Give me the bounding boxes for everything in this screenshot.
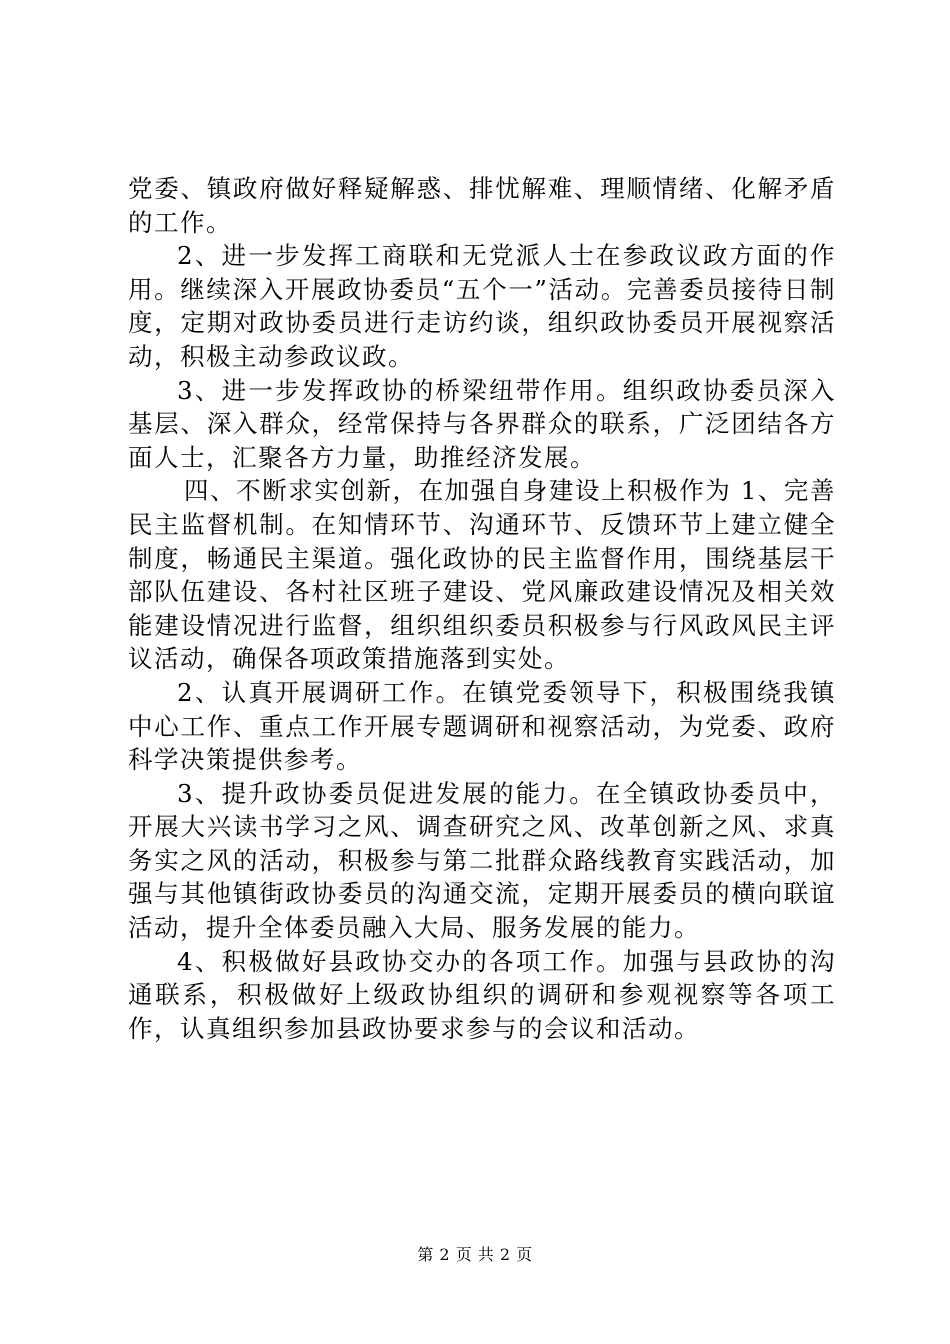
document-body xyxy=(128,172,836,1045)
paragraph-section-4-innovation: 四、不断求实创新，在加强自身建设上积极作为 1、完善民主监督机制。在知情环节、沟通环节、反馈环节上建立健全制度，畅通民主渠道。强化政协的民主监督作用，围绕基层干部队伍建设、各村社区班子建设、党风廉政建设情况及相关效能建设情况进行监督，组织组织委员积极参与行风政风民主评议活动，确保各项政策措施落到实处。 xyxy=(128,476,836,674)
paragraph-continuation: 党委、镇政府做好释疑解惑、排忧解难、理顺情绪、化解矛盾的工作。 xyxy=(128,174,836,237)
paragraph-item-3-bridge-role: 3、进一步发挥政协的桥梁纽带作用。组织政协委员深入基层、深入群众，经常保持与各界群众的联系，广泛团结各方面人士，汇聚各方力量，助推经济发展。 xyxy=(128,375,836,472)
paragraph-item-3-capability: 3、提升政协委员促进发展的能力。在全镇政协委员中，开展大兴读书学习之风、调查研究之风、改革创新之风、求真务实之风的活动，积极参与第二批群众路线教育实践活动，加强与其他镇街政协委员的沟通交流，定期开展委员的横向联谊活动，提升全体委员融入大局、服务发展的能力。 xyxy=(128,778,836,943)
page-number-label: 第 2 页 共 2 页 xyxy=(417,1245,533,1264)
paragraph-item-2-research: 2、认真开展调研工作。在镇党委领导下，积极围绕我镇中心工作、重点工作开展专题调研和视察活动，为党委、政府科学决策提供参考。 xyxy=(128,677,836,775)
paragraph-item-4-county-tasks: 4、积极做好县政协交办的各项工作。加强与县政协的沟通联系，积极做好上级政协组织的调研和参观视察等各项工作，认真组织参加县政协要求参与的会议和活动。 xyxy=(128,946,836,1043)
paragraph-item-2-cppcc-role: 2、进一步发挥工商联和无党派人士在参政议政方面的作用。继续深入开展政协委员“五个一”活动。完善委员接待日制度，定期对政协委员进行走访约谈，组织政协委员开展视察活动，积极主动参政议政。 xyxy=(128,241,836,371)
page-footer xyxy=(0,1245,950,1265)
